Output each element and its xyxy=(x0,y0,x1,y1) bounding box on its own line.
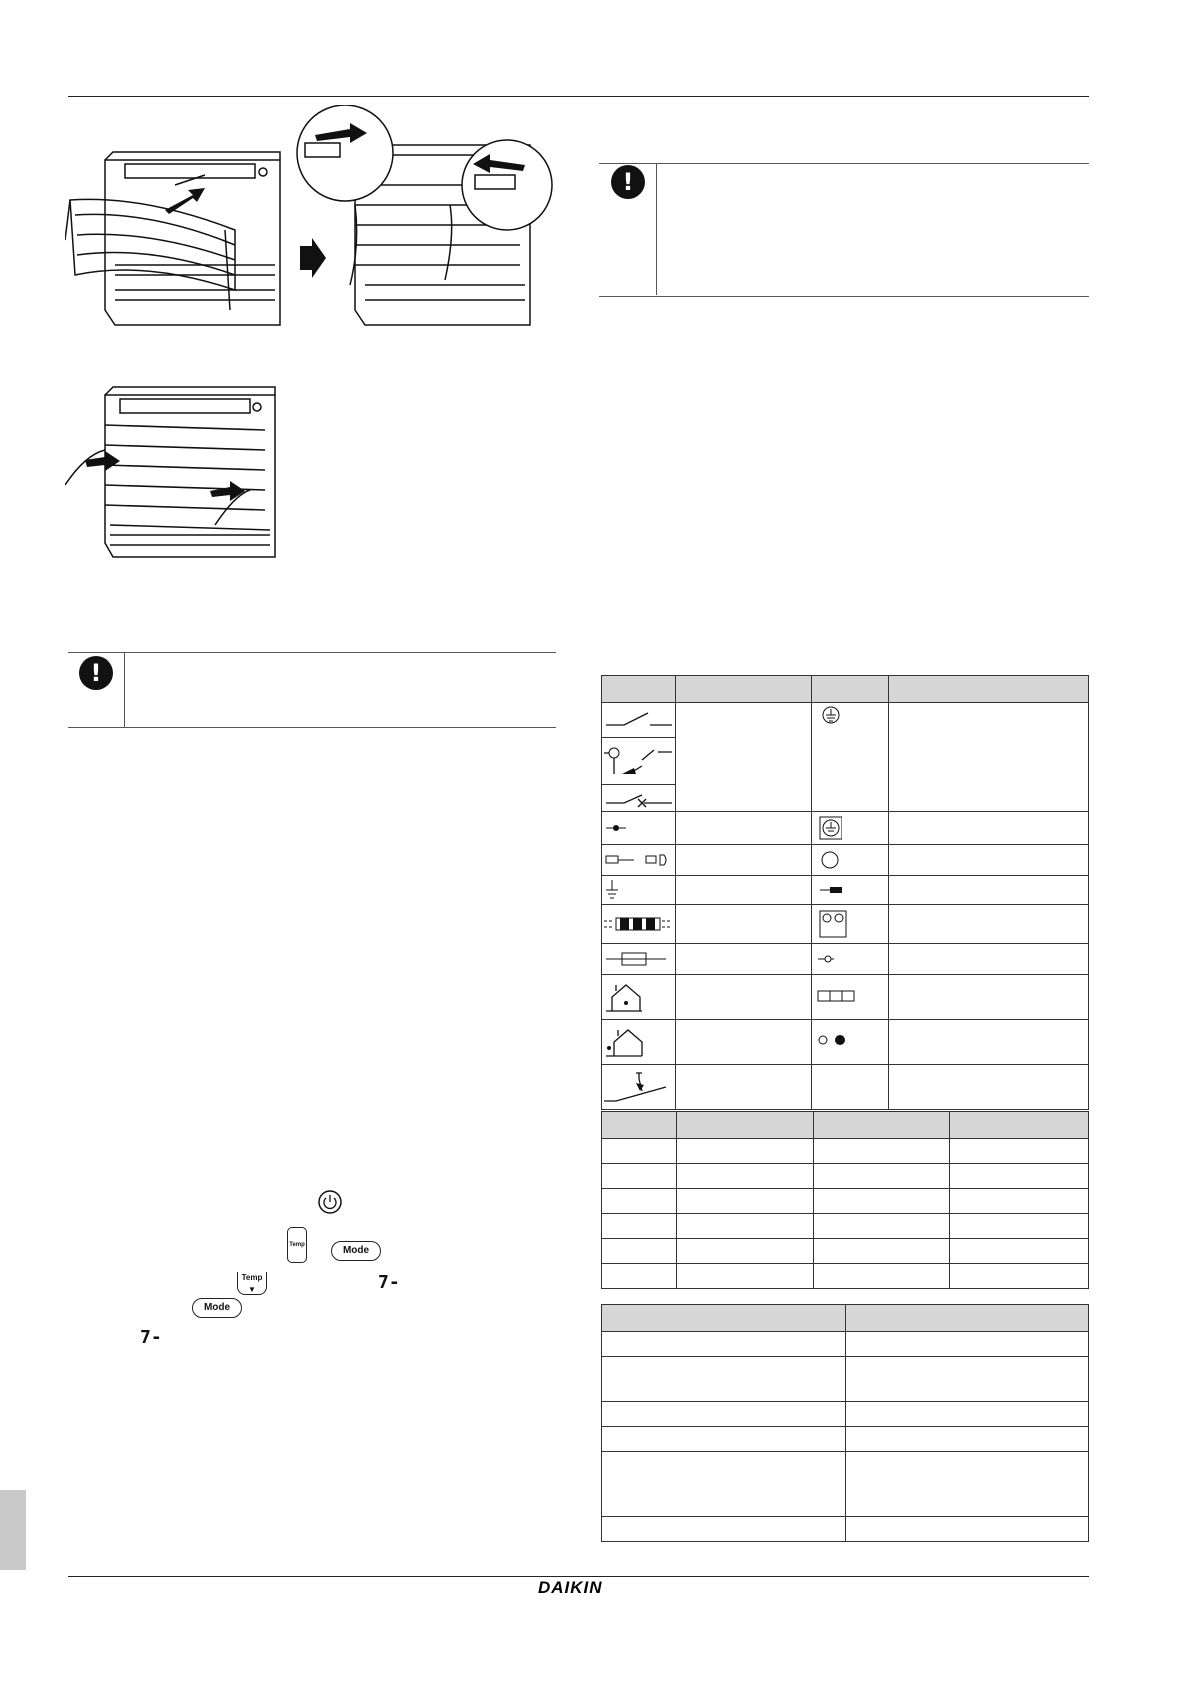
table-header-cell xyxy=(676,676,812,703)
temp-down-key-label: Temp xyxy=(241,1273,263,1282)
notice-bottom-rule xyxy=(599,296,1089,297)
switch-pull-icon xyxy=(602,1065,675,1109)
table-header-cell xyxy=(602,1305,846,1332)
field-wiring-icon xyxy=(602,905,675,943)
exclamation-icon: ! xyxy=(611,165,645,199)
table-row xyxy=(602,1214,1089,1239)
table-header-cell xyxy=(602,1112,677,1139)
notice-divider xyxy=(656,163,657,295)
thermal-switch-icon xyxy=(602,785,675,811)
power-button-icon xyxy=(317,1189,343,1215)
table-row xyxy=(602,1239,1089,1264)
table-row xyxy=(602,1357,1089,1402)
table-row xyxy=(602,1189,1089,1214)
brand-logo: DAIKIN xyxy=(538,1578,603,1597)
unit-panel-installation-illustration xyxy=(65,385,285,560)
connector-plug-icon xyxy=(812,876,852,904)
mode-key-2 xyxy=(192,1298,242,1318)
relay-terminal-icon xyxy=(812,905,852,943)
temp-rocker-key xyxy=(287,1227,307,1263)
table-header-cell xyxy=(676,1112,813,1139)
table-row xyxy=(602,905,1089,944)
connection-dot-icon xyxy=(602,812,675,844)
wiring-symbol-table xyxy=(601,675,1089,1110)
table-header-row xyxy=(602,1305,1089,1332)
header-rule xyxy=(68,96,1089,97)
table-row xyxy=(602,845,1089,876)
table-row xyxy=(602,1164,1089,1189)
table-row xyxy=(602,1332,1089,1357)
terminal-strip-icon xyxy=(812,975,862,1019)
noiseless-earth-icon xyxy=(812,813,842,843)
notice-bottom-rule-left xyxy=(68,727,556,728)
component-table xyxy=(601,1111,1089,1289)
table-row xyxy=(602,1020,1089,1065)
switch-symbol-icon xyxy=(602,703,675,737)
table-row xyxy=(602,975,1089,1020)
table-header-cell xyxy=(812,676,889,703)
table-row xyxy=(602,1264,1089,1289)
mode-key-label: Mode xyxy=(342,1245,370,1256)
table-header-cell xyxy=(889,676,1089,703)
display-code-2: 7- xyxy=(140,1327,162,1348)
table-row xyxy=(602,1427,1089,1452)
table-header-cell xyxy=(602,676,676,703)
fuse-icon xyxy=(602,944,675,974)
pressure-switch-icon xyxy=(602,738,675,784)
unit-slide-latches-illustration xyxy=(295,105,555,330)
wiring-notes-table xyxy=(601,1304,1089,1542)
earth-icon xyxy=(602,876,675,904)
table-row xyxy=(602,1402,1089,1427)
display-code: 7- xyxy=(378,1272,400,1293)
table-row xyxy=(602,876,1089,905)
indoor-unit-icon xyxy=(602,975,675,1019)
table-row xyxy=(602,812,1089,845)
table-row xyxy=(602,1139,1089,1164)
notice-top-rule xyxy=(599,163,1089,164)
table-row xyxy=(602,1452,1089,1517)
table-row xyxy=(602,703,1089,738)
protective-earth-icon xyxy=(812,703,842,729)
mode-key xyxy=(331,1241,381,1261)
mode-key-label-2: Mode xyxy=(203,1302,231,1313)
unit-panel-removal-illustration xyxy=(65,150,285,330)
table-header-row xyxy=(602,676,1089,703)
exclamation-icon: ! xyxy=(79,656,113,690)
temp-down-key: Temp ▼ xyxy=(237,1272,267,1295)
temp-rocker-label: Temp xyxy=(289,1242,305,1248)
connector-icon xyxy=(602,845,675,875)
outdoor-unit-icon xyxy=(602,1020,675,1064)
table-header-cell xyxy=(845,1305,1089,1332)
terminal-icon xyxy=(812,845,842,875)
chapter-side-tab xyxy=(0,1490,26,1570)
wire-end-icons xyxy=(812,1020,862,1064)
notice-top-rule-left xyxy=(68,652,556,653)
wire-clamp-icon xyxy=(812,944,852,974)
table-row xyxy=(602,1065,1089,1110)
footer-rule xyxy=(68,1576,1089,1577)
table-row xyxy=(602,1517,1089,1542)
table-row xyxy=(602,944,1089,975)
table-header-cell xyxy=(950,1112,1089,1139)
notice-divider-left xyxy=(124,652,125,728)
table-header-row xyxy=(602,1112,1089,1139)
table-header-cell xyxy=(813,1112,950,1139)
